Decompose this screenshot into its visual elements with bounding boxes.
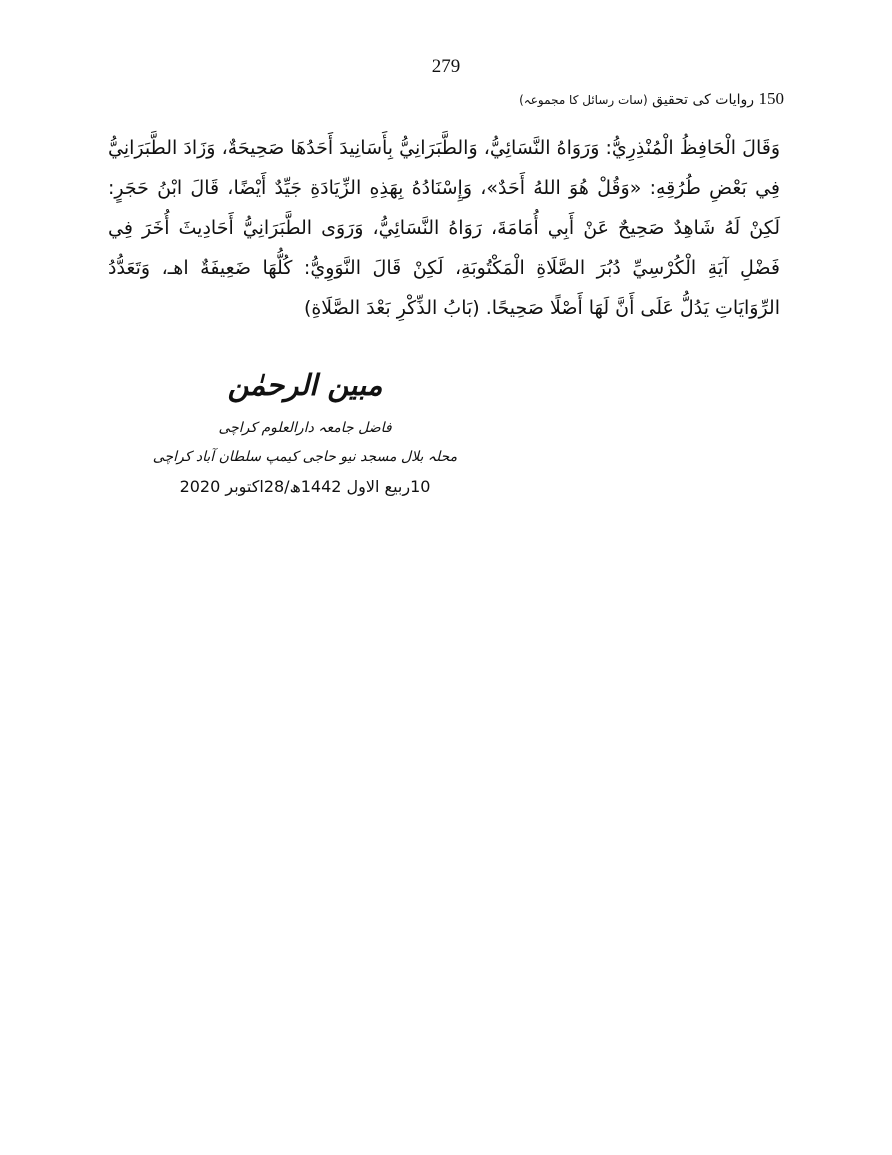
signature-credential: فاضل جامعہ دارالعلوم کراچی [218,420,392,436]
page-number: 279 [431,56,461,77]
running-header-subtitle: (سات رسائل کا مجموعہ) [519,93,648,107]
signature-block [150,360,460,501]
arabic-paragraph: وَقَالَ الْحَافِظُ الْمُنْذِرِيُّ: وَرَوَاهُ النَّسَائِيُّ، وَالطَّبَرَانِيُّ بِأَسَانِيدَ أَحَدُهَا صَحِيحَةٌ، وَزَادَ الطَّبَرَانِيُّ فِي بَعْضِ طُرُقِهِ: «وَقُلْ هُوَ اللهُ أَحَدٌ»، وَإِسْنَادُهُ بِهَذِهِ الزِّيَادَةِ جَيِّدٌ أَيْضًا، قَالَ ابْنُ حَجَرٍ: لَكِنْ لَهُ شَاهِدٌ صَحِيحٌ عَنْ أَبِي أُمَامَةَ، رَوَاهُ النَّسَائِيُّ، وَرَوَى الطَّبَرَانِيُّ أَحَادِيثَ أُخَرَ فِي فَضْلِ آيَةِ الْكُرْسِيِّ دُبُرَ الصَّلَاةِ الْمَكْتُوبَةِ، لَكِنْ قَالَ النَّوَوِيُّ: كُلُّهَا ضَعِيفَةٌ اهـ، وَتَعَدُّدُ الرِّوَايَاتِ يَدُلُّ عَلَى أَنَّ لَهَا أَصْلًا صَحِيحًا. (بَابُ الذِّكْرِ بَعْدَ الصَّلَاةِ) [108,137,780,319]
signature-name: مبین الرحمٰن [227,368,383,402]
signature-address: محلہ بلال مسجد نیو حاجی کیمپ سلطان آباد کراچی [152,449,458,465]
running-header [519,88,784,111]
running-header-number: 150 [758,89,784,108]
signature-date: 10ربیع الاول 1442ھ/28اکتوبر 2020 [179,477,431,496]
running-header-title: روایات کی تحقیق [652,92,755,108]
